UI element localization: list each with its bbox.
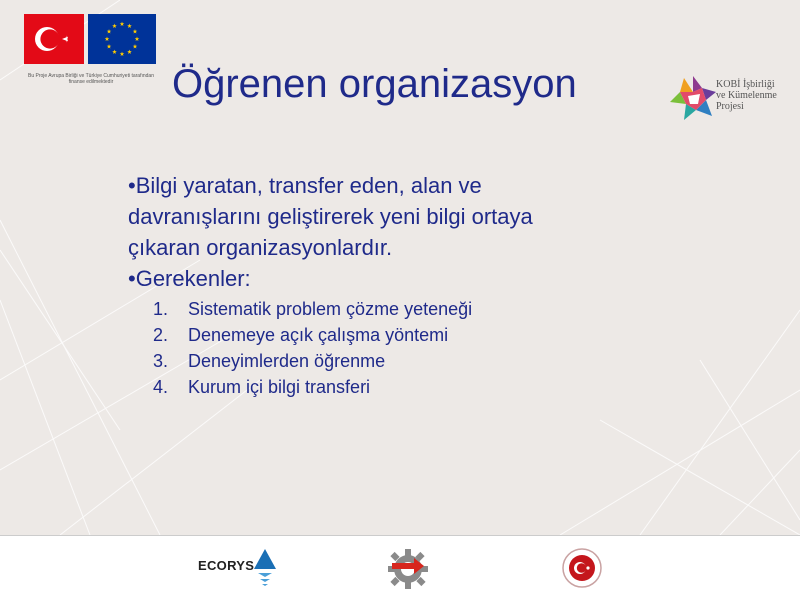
list-item: 2. Denemeye açık çalışma yöntemi <box>152 325 449 345</box>
page-title: Öğrenen organizasyon <box>172 62 577 106</box>
bullet-requirements: •Gerekenler: <box>128 266 251 291</box>
turkey-flag-icon <box>24 14 84 64</box>
ecorys-logo-text: ECORYS <box>198 558 255 573</box>
list-item: 3. Deneyimlerden öğrenme <box>152 351 386 371</box>
footer <box>0 535 800 600</box>
ecorys-triangle-icon <box>252 547 278 591</box>
gear-arrow-logo-icon <box>386 547 430 591</box>
eu-flag-icon <box>88 14 156 64</box>
bullet-definition: •Bilgi yaratan, transfer eden, alan ve davranışlarını geliştirerek yeni bilgi ortaya çıkaran organizasyonlardır. <box>128 173 533 260</box>
list-item: 1. Sistematik problem çözme yeteneği <box>152 299 473 319</box>
list-item: 4. Kurum içi bilgi transferi <box>152 377 371 397</box>
requirements-list <box>128 296 608 400</box>
project-logo-text: KOBİ İşbirliği ve Kümelenme Projesi <box>716 79 777 112</box>
ministry-seal-icon <box>562 548 602 588</box>
main-content <box>128 170 608 400</box>
project-star-logo-icon <box>666 74 720 122</box>
eu-funding-caption: Bu Proje Avrupa Birliği ve Türkiye Cumhuriyeti tarafından finanse edilmektedir <box>28 73 154 85</box>
